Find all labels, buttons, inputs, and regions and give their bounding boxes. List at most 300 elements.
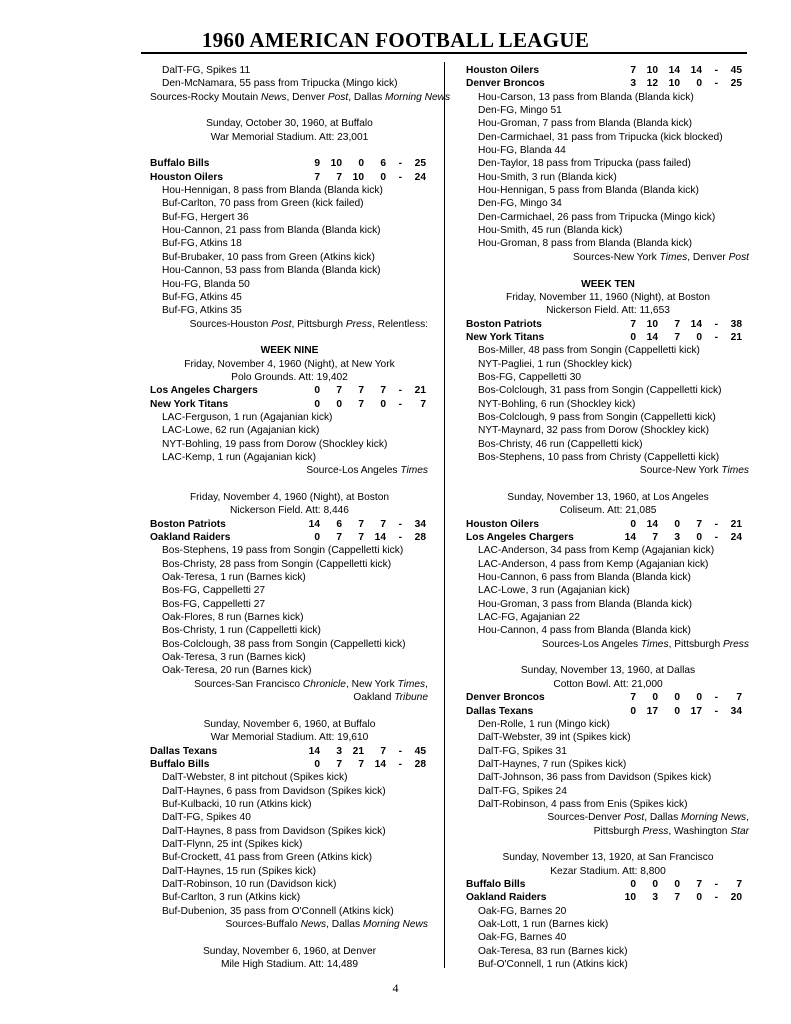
scoring-play: Buf-Carlton, 70 pass from Green (kick failed) [162, 198, 364, 210]
source-text: , Relentless: [371, 318, 428, 330]
scoring-play: Buf-FG, Atkins 35 [162, 305, 242, 317]
publication-name: Press [722, 638, 749, 650]
final-score: 34 [414, 518, 426, 530]
team-name: Buffalo Bills [150, 758, 210, 770]
scoring-play: LAC-Anderson, 4 pass from Kemp (Agajanian kick) [478, 558, 709, 570]
game-info: Nickerson Field. Att: 8,446 [230, 505, 349, 517]
score-dash: - [714, 78, 718, 90]
game-info: Sunday, November 13, 1960, at Dallas [520, 665, 696, 677]
team-score-row [466, 518, 750, 531]
game-info: Kezar Stadium. Att: 8,800 [550, 865, 666, 877]
scoring-play: DalT-Johnson, 36 pass from Davidson (Spikes kick) [478, 772, 712, 784]
quarter-score: 14 [308, 518, 320, 530]
team-score-row [466, 705, 750, 718]
publication-name: Times [640, 638, 669, 650]
quarter-score: 12 [646, 78, 658, 90]
publication-name: Post [728, 251, 749, 263]
quarter-score: 0 [314, 385, 320, 397]
team-score-row [150, 531, 429, 544]
final-score: 7 [736, 692, 742, 704]
score-dash: - [398, 158, 402, 170]
publication-name: Press [642, 825, 669, 837]
team-score-row [466, 878, 750, 891]
quarter-score: 21 [352, 745, 364, 757]
source-text: Sources-New York [572, 251, 660, 263]
quarter-score: 0 [696, 892, 702, 904]
team-score-row [466, 331, 750, 344]
quarter-score: 0 [696, 331, 702, 343]
publication-name: Post [327, 91, 349, 103]
score-dash: - [714, 878, 718, 890]
quarter-score: 3 [652, 892, 658, 904]
team-name: Houston Oilers [466, 518, 540, 530]
publication-name: News [260, 91, 287, 103]
scoring-play: Bos-Christy, 1 run (Cappelletti kick) [162, 625, 321, 637]
quarter-score: 14 [646, 518, 658, 530]
final-score: 25 [730, 78, 742, 90]
source-line [150, 91, 451, 104]
quarter-score: 7 [630, 65, 636, 76]
scoring-play: Buf-FG, Hergert 36 [162, 211, 249, 223]
team-name: Boston Patriots [150, 518, 226, 530]
score-dash: - [398, 758, 402, 770]
quarter-score: 7 [358, 758, 364, 770]
scoring-play: Hou-Groman, 7 pass from Blanda (Blanda kick) [478, 118, 693, 130]
spacer [150, 705, 429, 718]
team-score-row [150, 384, 429, 397]
team-score-row [466, 891, 750, 904]
game-info: War Memorial Stadium. Att: 19,610 [210, 732, 369, 744]
spacer [150, 478, 429, 491]
quarter-score: 7 [358, 532, 364, 544]
left-column [150, 64, 451, 971]
final-score: 7 [736, 878, 742, 890]
spacer [150, 104, 429, 117]
quarter-score: 7 [674, 892, 680, 904]
team-score-row [150, 518, 429, 531]
source-text: Sources-Denver [547, 812, 624, 824]
source-text: , Dallas [326, 919, 363, 930]
source-text: Oakland [353, 692, 395, 704]
team-name: Dallas Texans [150, 745, 218, 757]
final-score: 45 [414, 745, 426, 757]
final-score: 34 [730, 705, 742, 717]
score-dash: - [398, 398, 402, 410]
scoring-play: Buf-Crockett, 41 pass from Green (Atkins kick) [162, 852, 373, 864]
game-info: Friday, November 11, 1960 (Night), at Boston [505, 291, 711, 303]
spacer [466, 838, 750, 851]
quarter-score: 7 [696, 518, 702, 530]
quarter-score: 14 [690, 65, 702, 76]
game-info: Sunday, November 6, 1960, at Denver [202, 945, 377, 957]
publication-name: Morning News [362, 919, 428, 930]
scoring-play: Hou-FG, Blanda 44 [478, 145, 566, 157]
spacer [150, 931, 429, 944]
scoring-play: Bos-FG, Cappelletti 30 [478, 371, 582, 383]
quarter-score: 7 [630, 692, 636, 704]
team-name: Oakland Raiders [150, 532, 231, 544]
source-text: Pittsburgh [593, 825, 643, 837]
quarter-score: 0 [696, 692, 702, 704]
source-text: , Dallas [644, 812, 682, 824]
team-score-row [466, 77, 750, 90]
quarter-score: 7 [336, 758, 342, 770]
quarter-score: 17 [646, 705, 658, 717]
scoring-play: DalT-Webster, 8 int pitchout (Spikes kick) [162, 772, 348, 784]
game-info: War Memorial Stadium. Att: 23,001 [210, 131, 369, 143]
game-info: Nickerson Field. Att: 11,653 [546, 305, 670, 317]
game-info: Cotton Bowl. Att: 21,000 [553, 678, 663, 690]
scoring-play: Hou-Smith, 3 run (Blanda kick) [478, 171, 617, 183]
game-info: Friday, November 4, 1960 (Night), at New York [184, 358, 395, 370]
final-score: 21 [730, 331, 742, 343]
scoring-play: Oak-Teresa, 83 run (Barnes kick) [478, 945, 628, 957]
scoring-play: Bos-Christy, 28 pass from Songin (Cappelletti kick) [162, 558, 392, 570]
source-text: Source-New York [639, 465, 722, 477]
scoring-play: LAC-FG, Agajanian 22 [478, 612, 580, 624]
scoring-play: Hou-Cannon, 53 pass from Blanda (Blanda kick) [162, 265, 381, 277]
quarter-score: 0 [674, 705, 680, 717]
scoring-play: DalT-Haynes, 7 run (Spikes kick) [478, 758, 627, 770]
source-text: Sources-San Francisco [194, 678, 303, 690]
quarter-score: 3 [630, 78, 636, 90]
page-number: 4 [392, 981, 399, 995]
score-dash: - [398, 385, 402, 397]
scoring-play: Oak-Lott, 1 run (Barnes kick) [478, 919, 609, 930]
team-name: Denver Broncos [466, 78, 545, 90]
scoring-play: Den-Carmichael, 31 pass from Tripucka (kick blocked) [478, 131, 723, 143]
quarter-score: 14 [668, 65, 680, 76]
scoring-play: Oak-Flores, 8 run (Barnes kick) [162, 612, 304, 624]
spacer [150, 331, 429, 344]
quarter-score: 7 [674, 318, 680, 330]
title-rule [141, 52, 747, 54]
quarter-score: 7 [630, 318, 636, 330]
publication-name: Times [397, 678, 426, 690]
scoring-play: Bos-Stephens, 19 pass from Songin (Cappelletti kick) [162, 545, 404, 557]
scoring-play: LAC-Anderson, 34 pass from Kemp (Agajanian kick) [478, 545, 715, 557]
score-dash: - [714, 318, 718, 330]
spacer [150, 144, 429, 157]
quarter-score: 0 [336, 398, 342, 410]
quarter-score: 7 [696, 878, 702, 890]
quarter-score: 7 [336, 532, 342, 544]
scoring-play: DalT-Flynn, 25 int (Spikes kick) [162, 838, 303, 850]
scoring-play: Bos-Colclough, 9 pass from Songin (Cappelletti kick) [478, 411, 716, 423]
quarter-score: 0 [314, 532, 320, 544]
scoring-play: Den-Rolle, 1 run (Mingo kick) [478, 718, 610, 730]
game-info: Sunday, November 13, 1920, at San Francisco [502, 852, 714, 864]
quarter-score: 14 [308, 745, 320, 757]
scoring-play: Buf-FG, Atkins 18 [162, 238, 242, 250]
quarter-score: 6 [336, 518, 342, 530]
scoring-play: Hou-Smith, 45 run (Blanda kick) [478, 225, 623, 237]
scoring-play: Den-Carmichael, 26 pass from Tripucka (Mingo kick) [478, 211, 716, 223]
quarter-score: 0 [630, 518, 636, 530]
quarter-score: 0 [696, 78, 702, 90]
source-text: Sources-Los Angeles [541, 638, 641, 650]
scoring-play: LAC-Lowe, 3 run (Agajanian kick) [478, 585, 630, 597]
scoring-play: Buf-Kulbacki, 10 run (Atkins kick) [162, 798, 312, 810]
quarter-score: 7 [380, 385, 386, 397]
scoring-play: Bos-Miller, 48 pass from Songin (Cappelletti kick) [478, 345, 700, 357]
quarter-score: 0 [358, 158, 364, 170]
scoring-play: DalT-Haynes, 15 run (Spikes kick) [162, 865, 316, 877]
quarter-score: 0 [652, 878, 658, 890]
scoring-play: Hou-Cannon, 21 pass from Blanda (Blanda kick) [162, 225, 381, 237]
scoring-play: DalT-FG, Spikes 40 [162, 812, 251, 824]
source-text: , New York [345, 678, 398, 690]
scoring-play: Hou-Hennigan, 8 pass from Blanda (Blanda kick) [162, 185, 383, 197]
source-text: , Pittsburgh [668, 638, 723, 650]
team-name: Buffalo Bills [150, 158, 210, 170]
source-text: , Dallas [348, 91, 386, 103]
publication-name: Press [345, 318, 372, 330]
team-name: New York Titans [150, 398, 229, 410]
scoring-play: Buf-Dubenion, 35 pass from O'Connell (Atkins kick) [162, 905, 394, 917]
publication-name: Chronicle [302, 678, 346, 690]
quarter-score: 17 [690, 705, 702, 717]
final-score: 28 [414, 532, 426, 544]
scoring-play: DalT-Webster, 39 int (Spikes kick) [478, 732, 631, 744]
scoring-play: Den-McNamara, 55 pass from Tripucka (Mingo kick) [162, 78, 398, 90]
scoring-play: Buf-O'Connell, 1 run (Atkins kick) [478, 959, 628, 971]
scoring-play: NYT-Bohling, 6 run (Shockley kick) [478, 398, 636, 410]
source-line [466, 825, 750, 838]
source-text: Sources-Houston [189, 318, 272, 330]
scoring-play: Hou-Carson, 13 pass from Blanda (Blanda kick) [478, 91, 694, 103]
source-text: Source-Los Angeles [306, 465, 401, 477]
quarter-score: 7 [336, 385, 342, 397]
team-score-row [150, 171, 429, 184]
quarter-score: 7 [358, 385, 364, 397]
quarter-score: 3 [336, 745, 342, 757]
spacer [466, 651, 750, 664]
scoring-play: Oak-FG, Barnes 20 [478, 905, 567, 917]
quarter-score: 0 [380, 398, 386, 410]
scoring-play: Bos-Stephens, 10 pass from Christy (Cappelletti kick) [478, 451, 720, 463]
source-line [150, 464, 429, 477]
quarter-score: 0 [674, 518, 680, 530]
scoring-play: DalT-FG, Spikes 11 [162, 65, 251, 76]
quarter-score: 0 [696, 532, 702, 544]
publication-name: News [300, 919, 327, 930]
publication-name: Morning News [385, 91, 451, 103]
team-name: Boston Patriots [466, 318, 542, 330]
game-info: Sunday, November 13, 1960, at Los Angeles [507, 492, 709, 503]
source-line [150, 691, 429, 704]
quarter-score: 14 [646, 331, 658, 343]
publication-name: Times [721, 465, 749, 477]
score-dash: - [714, 518, 718, 530]
scoring-play: Oak-Teresa, 1 run (Barnes kick) [162, 572, 306, 584]
quarter-score: 3 [674, 532, 680, 544]
team-name: Buffalo Bills [466, 878, 526, 890]
score-dash: - [714, 892, 718, 904]
scoring-play: Den-Taylor, 18 pass from Tripucka (pass failed) [478, 158, 691, 170]
source-line [466, 464, 750, 477]
quarter-score: 14 [374, 758, 386, 770]
quarter-score: 9 [314, 158, 320, 170]
scoring-play: Oak-Teresa, 20 run (Barnes kick) [162, 665, 312, 677]
quarter-score: 0 [630, 705, 636, 717]
quarter-score: 7 [380, 518, 386, 530]
scoring-play: LAC-Lowe, 62 run (Agajanian kick) [162, 425, 320, 437]
source-line [466, 638, 750, 651]
score-dash: - [714, 532, 718, 544]
team-score-row [466, 318, 750, 331]
team-name: Oakland Raiders [466, 892, 547, 904]
scoring-play: Hou-Groman, 8 pass from Blanda (Blanda kick) [478, 238, 693, 250]
scoring-play: Hou-Groman, 3 pass from Blanda (Blanda kick) [478, 598, 693, 610]
scoring-play: Oak-FG, Barnes 40 [478, 932, 567, 944]
source-text: Sources-Rocky Moutain [150, 91, 261, 103]
quarter-score: 0 [630, 878, 636, 890]
team-score-row [150, 745, 429, 758]
scoring-play: DalT-FG, Spikes 24 [478, 785, 567, 797]
quarter-score: 6 [380, 158, 386, 170]
scoring-play: Den-FG, Mingo 51 [478, 105, 562, 117]
team-name: Houston Oilers [466, 65, 540, 76]
quarter-score: 0 [652, 692, 658, 704]
team-score-row [466, 64, 750, 77]
scoring-play: Den-FG, Mingo 34 [478, 198, 562, 210]
publication-name: Tribune [394, 692, 428, 704]
game-info: Friday, November 4, 1960 (Night), at Boston [189, 492, 390, 503]
score-dash: - [714, 692, 718, 704]
team-name: Dallas Texans [466, 705, 534, 717]
quarter-score: 10 [330, 158, 342, 170]
quarter-score: 0 [314, 758, 320, 770]
scoring-play: NYT-Bohling, 19 pass from Dorow (Shockley kick) [162, 438, 388, 450]
scoring-play: Bos-FG, Cappelletti 27 [162, 585, 266, 597]
final-score: 24 [414, 171, 426, 183]
score-dash: - [714, 705, 718, 717]
final-score: 21 [730, 518, 742, 530]
scoring-play: LAC-Ferguson, 1 run (Agajanian kick) [162, 411, 333, 423]
quarter-score: 10 [352, 171, 364, 183]
quarter-score: 7 [358, 518, 364, 530]
spacer [466, 264, 750, 277]
quarter-score: 10 [646, 318, 658, 330]
scoring-play: Hou-Cannon, 6 pass from Blanda (Blanda kick) [478, 572, 691, 584]
quarter-score: 7 [358, 398, 364, 410]
scoring-play: DalT-Haynes, 6 pass from Davidson (Spikes kick) [162, 785, 386, 797]
publication-name: Post [623, 812, 645, 824]
final-score: 21 [414, 385, 426, 397]
scoring-play: Bos-FG, Cappelletti 27 [162, 598, 266, 610]
source-line [466, 251, 750, 264]
quarter-score: 0 [630, 331, 636, 343]
publication-name: Morning News [681, 812, 747, 824]
scoring-play: Bos-Colclough, 38 pass from Songin (Cappelletti kick) [162, 638, 406, 650]
final-score: 24 [730, 532, 742, 544]
publication-name: Times [400, 465, 428, 477]
scoring-play: Bos-Colclough, 31 pass from Songin (Cappelletti kick) [478, 385, 722, 397]
score-dash: - [714, 65, 718, 76]
quarter-score: 14 [690, 318, 702, 330]
scoring-play: NYT-Pagliei, 1 run (Shockley kick) [478, 358, 632, 370]
team-score-row [150, 758, 429, 771]
scoring-play: Hou-Hennigan, 5 pass from Blanda (Blanda kick) [478, 185, 699, 197]
team-name: Denver Broncos [466, 692, 545, 704]
final-score: 38 [730, 318, 742, 330]
source-text: , Denver [687, 251, 729, 263]
quarter-score: 14 [624, 532, 636, 544]
publication-name: Post [271, 318, 292, 330]
quarter-score: 0 [674, 878, 680, 890]
game-info: Polo Grounds. Att: 19,402 [231, 371, 348, 383]
score-dash: - [398, 171, 402, 183]
scoring-play: DalT-Robinson, 10 run (Davidson kick) [162, 878, 337, 890]
quarter-score: 7 [336, 171, 342, 183]
scoring-play: Bos-Christy, 46 run (Cappelletti kick) [478, 438, 643, 450]
scoring-play: Hou-FG, Blanda 50 [162, 278, 250, 290]
source-text: , Denver [286, 91, 328, 103]
source-line [150, 318, 429, 331]
source-text: , [746, 812, 749, 824]
scoring-play: Oak-Teresa, 3 run (Barnes kick) [162, 652, 306, 664]
score-dash: - [398, 532, 402, 544]
publication-name: Times [659, 251, 688, 263]
final-score: 20 [730, 892, 742, 904]
scoring-play: Buf-Carlton, 3 run (Atkins kick) [162, 892, 301, 904]
score-dash: - [398, 745, 402, 757]
publication-name: Star [730, 825, 749, 837]
scoring-play: Hou-Cannon, 4 pass from Blanda (Blanda kick) [478, 625, 691, 637]
quarter-score: 0 [674, 692, 680, 704]
team-name: New York Titans [466, 331, 545, 343]
source-text: Sources-Buffalo [225, 919, 301, 930]
quarter-score: 7 [652, 532, 658, 544]
week-heading: WEEK TEN [581, 278, 635, 290]
team-name: Los Angeles Chargers [466, 532, 574, 544]
team-score-row [466, 691, 750, 704]
source-line [150, 678, 429, 691]
source-line [466, 811, 750, 824]
quarter-score: 7 [674, 331, 680, 343]
scoring-play: LAC-Kemp, 1 run (Agajanian kick) [162, 451, 317, 463]
source-line [150, 918, 429, 931]
quarter-score: 10 [624, 892, 636, 904]
final-score: 28 [414, 758, 426, 770]
team-name: Houston Oilers [150, 171, 224, 183]
team-score-row [150, 398, 429, 411]
scoring-play: Buf-FG, Atkins 45 [162, 291, 242, 303]
final-score: 45 [730, 65, 742, 76]
game-info: Mile High Stadium. Att: 14,489 [220, 959, 359, 971]
scoring-play: DalT-Robinson, 4 pass from Enis (Spikes kick) [478, 798, 688, 810]
final-score: 25 [414, 158, 426, 170]
quarter-score: 14 [374, 532, 386, 544]
score-dash: - [714, 331, 718, 343]
spacer [466, 478, 750, 491]
scoring-play: NYT-Maynard, 32 pass from Dorow (Shockley kick) [478, 425, 709, 437]
scoring-play: DalT-Haynes, 8 pass from Davidson (Spikes kick) [162, 825, 386, 837]
game-info: Sunday, November 6, 1960, at Buffalo [203, 718, 376, 730]
score-dash: - [398, 518, 402, 530]
source-text: , [425, 678, 428, 690]
source-text: , Washington [668, 825, 731, 837]
scoring-play: DalT-FG, Spikes 31 [478, 745, 567, 757]
team-score-row [150, 157, 429, 170]
quarter-score: 7 [380, 745, 386, 757]
week-heading: WEEK NINE [260, 345, 319, 357]
source-text: , Pittsburgh [291, 318, 346, 330]
team-name: Los Angeles Chargers [150, 385, 258, 397]
team-score-row [466, 531, 750, 544]
page-title: 1960 AMERICAN FOOTBALL LEAGUE [201, 28, 590, 52]
